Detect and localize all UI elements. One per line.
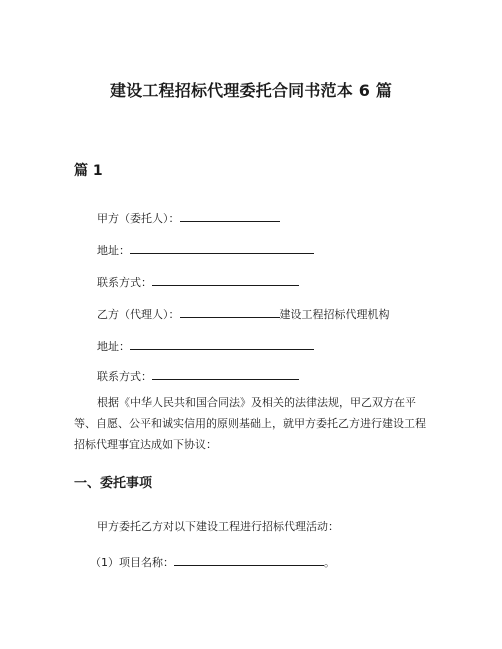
- section-title: 篇 1: [74, 163, 103, 179]
- party-a-line: [97, 210, 280, 226]
- party-a-contact-line: [97, 274, 299, 290]
- party-b-suffix: 建设工程招标代理机构: [279, 308, 390, 321]
- party-b-address-blank: [130, 338, 314, 350]
- intro-paragraph: [74, 392, 434, 455]
- project-name-blank: [174, 554, 324, 566]
- party-b-blank: [180, 306, 280, 318]
- clause-text: 甲方委托乙方对以下建设工程进行招标代理活动：: [97, 520, 339, 533]
- party-b-contact-blank: [152, 368, 299, 380]
- party-a-address-line: [97, 242, 314, 258]
- party-a-contact-label: 联系方式：: [97, 276, 152, 289]
- party-b-contact-label: 联系方式：: [97, 370, 152, 383]
- project-name-suffix: 。: [324, 556, 335, 569]
- clause-text-line: [97, 520, 339, 534]
- party-b-line: [97, 306, 390, 322]
- project-name-line: [90, 554, 335, 570]
- party-a-label: 甲方（委托人）：: [97, 212, 180, 225]
- party-a-contact-blank: [152, 274, 299, 286]
- intro-paragraph-text: 根据《中华人民共和国合同法》及相关的法律法规，甲乙双方在平等、自愿、公平和诚实信用的原则基础上，就甲方委托乙方进行建设工程招标代理事宜达成如下协议：: [74, 396, 426, 451]
- document-title: 建设工程招标代理委托合同书范本 6 篇: [109, 81, 393, 100]
- party-b-address-line: [97, 338, 314, 354]
- party-b-contact-line: [97, 368, 299, 384]
- project-name-label: （1）项目名称：: [90, 556, 174, 569]
- party-a-address-label: 地址：: [97, 244, 130, 257]
- party-b-label: 乙方（代理人）：: [97, 308, 180, 321]
- party-b-address-label: 地址：: [97, 340, 130, 353]
- party-a-blank: [180, 210, 280, 222]
- party-a-address-blank: [130, 242, 314, 254]
- clause-heading: 一、委托事项: [74, 476, 153, 491]
